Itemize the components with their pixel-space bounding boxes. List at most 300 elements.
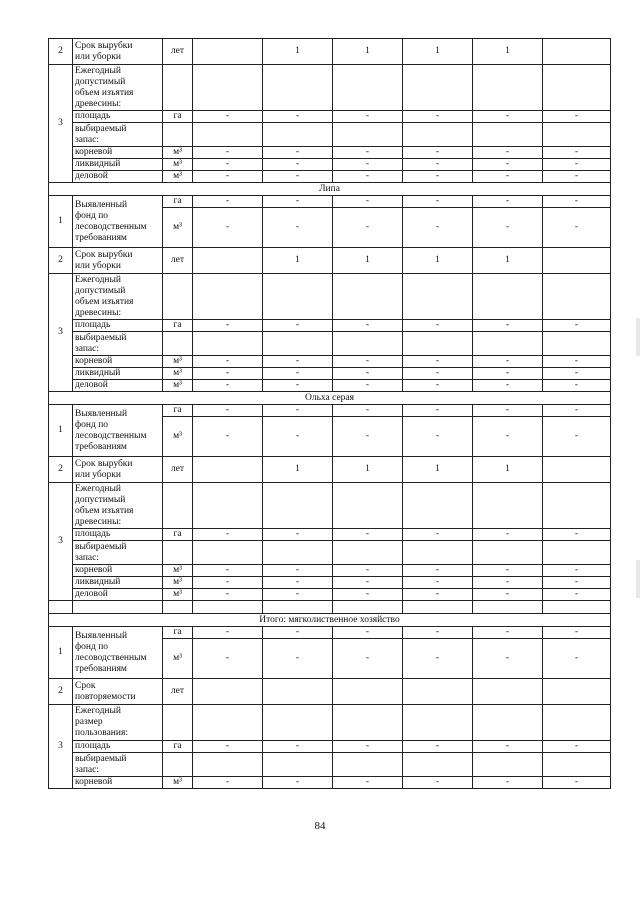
value-cell xyxy=(543,123,611,147)
value-cell: - xyxy=(263,417,333,457)
value-cell: - xyxy=(263,196,333,208)
table-row xyxy=(49,356,611,368)
value-cell xyxy=(473,541,543,565)
table-row xyxy=(49,65,611,111)
row-label xyxy=(73,320,163,332)
row-number: 2 xyxy=(49,679,73,705)
row-number: 2 xyxy=(49,39,73,65)
row-label xyxy=(73,589,163,601)
label-line: Ежегодный xyxy=(75,706,121,716)
value-cell: - xyxy=(333,741,403,753)
value-cell xyxy=(473,274,543,320)
value-cell: - xyxy=(263,627,333,639)
unit-cell xyxy=(163,483,193,529)
value-cell: - xyxy=(263,356,333,368)
value-cell xyxy=(263,123,333,147)
empty-cell xyxy=(333,601,403,614)
unit-cell: лет xyxy=(163,457,193,483)
value-cell: - xyxy=(333,417,403,457)
label-line: Срок вырубки xyxy=(75,249,133,260)
label-line: или уборки xyxy=(75,469,121,480)
empty-cell xyxy=(473,601,543,614)
value-cell: - xyxy=(403,577,473,589)
label-line: древесины: xyxy=(75,307,122,318)
value-cell: - xyxy=(193,741,263,753)
value-cell: - xyxy=(403,159,473,171)
unit-cell xyxy=(163,753,193,777)
label-line: лесоводственным xyxy=(75,430,147,441)
value-cell: - xyxy=(473,529,543,541)
label-line: ликвидный xyxy=(75,159,121,169)
value-cell: - xyxy=(193,627,263,639)
row-label xyxy=(73,65,163,111)
value-cell: - xyxy=(473,159,543,171)
unit-cell: м³ xyxy=(163,208,193,248)
value-cell: - xyxy=(263,529,333,541)
value-cell: 1 xyxy=(333,248,403,274)
value-cell xyxy=(473,332,543,356)
label-line: объем изъятия xyxy=(75,505,134,516)
value-cell: - xyxy=(403,589,473,601)
value-cell xyxy=(543,753,611,777)
value-cell: - xyxy=(193,589,263,601)
table-row xyxy=(49,577,611,589)
value-cell: - xyxy=(473,405,543,417)
value-cell xyxy=(403,679,473,705)
table-row xyxy=(49,111,611,123)
unit-cell xyxy=(163,541,193,565)
label-line: корневой xyxy=(75,147,113,157)
table-row xyxy=(49,529,611,541)
value-cell: - xyxy=(193,111,263,123)
value-cell: - xyxy=(333,627,403,639)
row-label xyxy=(73,777,163,789)
value-cell: - xyxy=(403,111,473,123)
value-cell: - xyxy=(333,208,403,248)
value-cell: 1 xyxy=(263,39,333,65)
value-cell: - xyxy=(333,171,403,183)
unit-cell xyxy=(163,705,193,741)
table-row xyxy=(49,248,611,274)
value-cell xyxy=(543,483,611,529)
value-cell: 1 xyxy=(403,39,473,65)
section-row xyxy=(49,392,611,405)
unit-cell xyxy=(163,123,193,147)
label-line: площадь xyxy=(75,529,111,539)
value-cell: - xyxy=(403,529,473,541)
value-cell xyxy=(403,483,473,529)
value-cell xyxy=(263,679,333,705)
row-number: 3 xyxy=(49,65,73,183)
unit-cell: га xyxy=(163,196,193,208)
value-cell xyxy=(333,483,403,529)
value-cell xyxy=(403,65,473,111)
unit-cell: м³ xyxy=(163,147,193,159)
unit-cell: га xyxy=(163,405,193,417)
table-row xyxy=(49,39,611,65)
value-cell: - xyxy=(473,147,543,159)
value-cell: - xyxy=(473,171,543,183)
value-cell: - xyxy=(403,368,473,380)
table-row xyxy=(49,332,611,356)
value-cell: - xyxy=(473,368,543,380)
value-cell: - xyxy=(403,741,473,753)
value-cell xyxy=(193,65,263,111)
value-cell: - xyxy=(263,741,333,753)
value-cell xyxy=(543,679,611,705)
value-cell xyxy=(403,705,473,741)
unit-cell: га xyxy=(163,529,193,541)
table-row xyxy=(49,171,611,183)
unit-cell xyxy=(163,65,193,111)
value-cell: - xyxy=(543,356,611,368)
value-cell xyxy=(263,541,333,565)
label-line: Срок вырубки xyxy=(75,40,133,51)
value-cell: - xyxy=(333,565,403,577)
value-cell: 1 xyxy=(473,39,543,65)
row-label xyxy=(73,529,163,541)
value-cell: - xyxy=(543,147,611,159)
label-line: ликвидный xyxy=(75,577,121,587)
value-cell xyxy=(543,705,611,741)
value-cell: - xyxy=(333,405,403,417)
value-cell: - xyxy=(193,565,263,577)
label-line: Выявленный xyxy=(75,630,128,641)
row-label xyxy=(73,577,163,589)
value-cell xyxy=(193,248,263,274)
table-row xyxy=(49,147,611,159)
label-line: площадь xyxy=(75,111,111,121)
row-label xyxy=(73,541,163,565)
value-cell: - xyxy=(333,196,403,208)
value-cell xyxy=(403,123,473,147)
value-cell xyxy=(263,753,333,777)
row-label xyxy=(73,196,163,248)
value-cell: - xyxy=(403,208,473,248)
value-cell: - xyxy=(263,380,333,392)
value-cell xyxy=(473,65,543,111)
row-label xyxy=(73,171,163,183)
value-cell xyxy=(263,65,333,111)
value-cell: 1 xyxy=(403,457,473,483)
table-body xyxy=(49,39,611,789)
value-cell: - xyxy=(193,356,263,368)
unit-cell xyxy=(163,332,193,356)
value-cell: - xyxy=(473,356,543,368)
label-line: выбираемый xyxy=(75,753,127,764)
value-cell: - xyxy=(193,417,263,457)
label-line: выбираемый xyxy=(75,541,127,552)
value-cell xyxy=(193,123,263,147)
value-cell: - xyxy=(403,171,473,183)
value-cell: - xyxy=(403,639,473,679)
value-cell xyxy=(333,705,403,741)
label-line: требованиям xyxy=(75,232,127,243)
row-label xyxy=(73,111,163,123)
label-line: допустимый xyxy=(75,494,126,505)
value-cell: - xyxy=(333,380,403,392)
value-cell xyxy=(333,679,403,705)
label-line: фонд по xyxy=(75,419,109,430)
value-cell: - xyxy=(403,320,473,332)
table-row xyxy=(49,753,611,777)
value-cell: - xyxy=(263,320,333,332)
value-cell: - xyxy=(193,639,263,679)
value-cell xyxy=(543,541,611,565)
value-cell xyxy=(193,753,263,777)
label-line: корневой xyxy=(75,356,113,366)
unit-cell: га xyxy=(163,741,193,753)
unit-cell: м³ xyxy=(163,171,193,183)
value-cell: - xyxy=(263,159,333,171)
value-cell: - xyxy=(543,417,611,457)
unit-cell: лет xyxy=(163,39,193,65)
empty-cell xyxy=(163,601,193,614)
value-cell: - xyxy=(543,741,611,753)
value-cell xyxy=(193,679,263,705)
label-line: или уборки xyxy=(75,260,121,271)
label-line: запас: xyxy=(75,552,100,563)
value-cell: - xyxy=(403,147,473,159)
label-line: Ежегодный xyxy=(75,65,121,76)
value-cell: - xyxy=(543,529,611,541)
label-line: выбираемый xyxy=(75,332,127,343)
value-cell: 1 xyxy=(333,39,403,65)
label-line: запас: xyxy=(75,764,100,775)
value-cell: - xyxy=(193,368,263,380)
table-row xyxy=(49,741,611,753)
value-cell: - xyxy=(473,565,543,577)
label-line: или уборки xyxy=(75,51,121,62)
row-label xyxy=(73,39,163,65)
unit-cell: га xyxy=(163,111,193,123)
unit-cell: м³ xyxy=(163,565,193,577)
row-number: 1 xyxy=(49,627,73,679)
table-row xyxy=(49,565,611,577)
row-label xyxy=(73,274,163,320)
row-label xyxy=(73,753,163,777)
value-cell: - xyxy=(543,380,611,392)
section-title: Ольха серая xyxy=(49,392,611,405)
value-cell: - xyxy=(333,356,403,368)
value-cell: - xyxy=(403,196,473,208)
scan-edge-mark xyxy=(636,318,640,356)
value-cell xyxy=(473,483,543,529)
label-line: лесоводственным xyxy=(75,221,147,232)
value-cell: - xyxy=(193,577,263,589)
table-row xyxy=(49,274,611,320)
empty-cell xyxy=(403,601,473,614)
value-cell: - xyxy=(333,577,403,589)
label-line: запас: xyxy=(75,134,100,145)
forestry-table xyxy=(48,38,611,789)
section-row xyxy=(49,183,611,196)
value-cell xyxy=(473,705,543,741)
value-cell: - xyxy=(403,405,473,417)
row-label xyxy=(73,332,163,356)
value-cell: - xyxy=(333,589,403,601)
unit-cell: лет xyxy=(163,248,193,274)
unit-cell: м³ xyxy=(163,639,193,679)
value-cell: - xyxy=(333,777,403,789)
table-row xyxy=(49,705,611,741)
row-number: 2 xyxy=(49,457,73,483)
empty-cell xyxy=(49,601,73,614)
label-line: Срок xyxy=(75,680,96,691)
value-cell: - xyxy=(193,147,263,159)
value-cell: - xyxy=(543,777,611,789)
value-cell: - xyxy=(473,320,543,332)
section-title: Итого: мягколиственное хозяйство xyxy=(49,614,611,627)
table-row xyxy=(49,777,611,789)
label-line: корневой xyxy=(75,777,113,787)
value-cell: 1 xyxy=(263,248,333,274)
value-cell xyxy=(263,332,333,356)
value-cell xyxy=(543,457,611,483)
row-label xyxy=(73,368,163,380)
label-line: древесины: xyxy=(75,98,122,109)
table-row xyxy=(49,320,611,332)
value-cell: 1 xyxy=(263,457,333,483)
label-line: площадь xyxy=(75,320,111,330)
value-cell: - xyxy=(193,777,263,789)
label-line: допустимый xyxy=(75,285,126,296)
value-cell: - xyxy=(543,639,611,679)
value-cell: - xyxy=(473,111,543,123)
value-cell: - xyxy=(473,777,543,789)
label-line: фонд по xyxy=(75,641,109,652)
value-cell: - xyxy=(263,565,333,577)
table-row xyxy=(49,380,611,392)
value-cell xyxy=(333,123,403,147)
table-row xyxy=(49,457,611,483)
value-cell: - xyxy=(193,320,263,332)
row-label xyxy=(73,457,163,483)
value-cell: - xyxy=(333,368,403,380)
table-row xyxy=(49,589,611,601)
value-cell: - xyxy=(403,777,473,789)
value-cell: - xyxy=(193,405,263,417)
value-cell: 1 xyxy=(403,248,473,274)
value-cell xyxy=(403,541,473,565)
value-cell xyxy=(473,123,543,147)
label-line: Выявленный xyxy=(75,408,128,419)
scan-edge-mark xyxy=(636,560,640,598)
value-cell: - xyxy=(193,159,263,171)
label-line: требованиям xyxy=(75,663,127,674)
value-cell: - xyxy=(473,196,543,208)
label-line: деловой xyxy=(75,589,108,599)
label-line: запас: xyxy=(75,343,100,354)
table-row xyxy=(49,196,611,208)
value-cell: - xyxy=(403,356,473,368)
value-cell xyxy=(193,457,263,483)
label-line: Срок вырубки xyxy=(75,458,133,469)
label-line: площадь xyxy=(75,741,111,751)
table-row xyxy=(49,368,611,380)
unit-cell: м³ xyxy=(163,777,193,789)
value-cell: - xyxy=(543,320,611,332)
value-cell: - xyxy=(193,196,263,208)
table-row xyxy=(49,541,611,565)
value-cell xyxy=(543,274,611,320)
value-cell xyxy=(403,332,473,356)
empty-cell xyxy=(73,601,163,614)
value-cell: - xyxy=(403,417,473,457)
row-label xyxy=(73,565,163,577)
value-cell: - xyxy=(333,111,403,123)
value-cell: 1 xyxy=(473,457,543,483)
value-cell xyxy=(543,248,611,274)
value-cell: - xyxy=(473,208,543,248)
value-cell: - xyxy=(193,171,263,183)
value-cell xyxy=(263,705,333,741)
label-line: Ежегодный xyxy=(75,483,121,494)
row-number: 3 xyxy=(49,705,73,789)
label-line: выбираемый xyxy=(75,123,127,134)
row-label xyxy=(73,483,163,529)
label-line: требованиям xyxy=(75,441,127,452)
value-cell: - xyxy=(263,577,333,589)
value-cell: - xyxy=(263,208,333,248)
label-line: лесоводственным xyxy=(75,652,147,663)
table-row xyxy=(49,601,611,614)
value-cell: - xyxy=(263,111,333,123)
unit-cell: га xyxy=(163,627,193,639)
value-cell xyxy=(333,541,403,565)
unit-cell: м³ xyxy=(163,577,193,589)
value-cell: - xyxy=(333,529,403,541)
row-number: 1 xyxy=(49,196,73,248)
value-cell xyxy=(333,753,403,777)
label-line: допустимый xyxy=(75,76,126,87)
row-label xyxy=(73,123,163,147)
value-cell xyxy=(543,39,611,65)
row-label xyxy=(73,380,163,392)
value-cell: - xyxy=(543,171,611,183)
value-cell: 1 xyxy=(333,457,403,483)
value-cell: - xyxy=(193,208,263,248)
value-cell: - xyxy=(543,589,611,601)
value-cell xyxy=(473,753,543,777)
unit-cell: м³ xyxy=(163,417,193,457)
unit-cell: м³ xyxy=(163,368,193,380)
label-line: ликвидный xyxy=(75,368,121,378)
value-cell: - xyxy=(263,368,333,380)
row-label xyxy=(73,679,163,705)
value-cell: - xyxy=(403,627,473,639)
label-line: деловой xyxy=(75,171,108,181)
value-cell: - xyxy=(473,417,543,457)
value-cell xyxy=(263,483,333,529)
value-cell: - xyxy=(473,627,543,639)
label-line: размер xyxy=(75,717,103,727)
value-cell: - xyxy=(543,368,611,380)
value-cell: - xyxy=(473,639,543,679)
label-line: фонд по xyxy=(75,210,109,221)
table-row xyxy=(49,483,611,529)
value-cell xyxy=(333,65,403,111)
value-cell: - xyxy=(543,405,611,417)
row-label xyxy=(73,741,163,753)
empty-cell xyxy=(543,601,611,614)
row-label xyxy=(73,705,163,741)
value-cell xyxy=(333,274,403,320)
unit-cell: лет xyxy=(163,679,193,705)
label-line: Выявленный xyxy=(75,199,128,210)
label-line: повторяемости xyxy=(75,691,136,702)
value-cell: - xyxy=(333,159,403,171)
